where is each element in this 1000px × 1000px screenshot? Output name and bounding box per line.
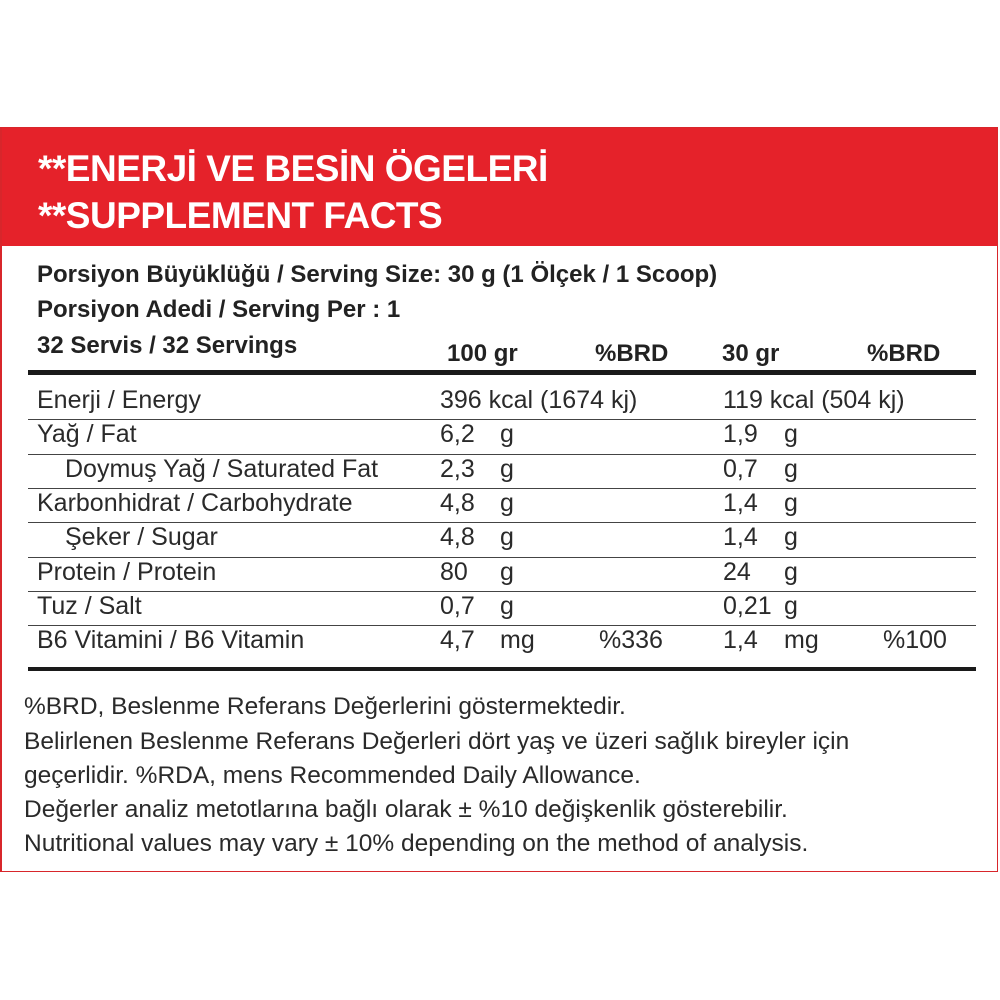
footnote-variance-turkish: Değerler analiz metotlarına bağlı olarak ± %10 değişkenlik gösterebilir. [24, 796, 788, 823]
footnote-variance-english: Nutritional values may vary ± 10% depending on the method of analysis. [24, 830, 809, 857]
unit-per-100g: g [500, 488, 514, 517]
nutrient-name: Doymuş Yağ / Saturated Fat [65, 454, 379, 483]
servings-per-container: Porsiyon Adedi / Serving Per : 1 [37, 296, 401, 323]
supplement-facts-panel [0, 127, 998, 872]
serving-size: Porsiyon Büyüklüğü / Serving Size: 30 g (1 Ölçek / 1 Scoop) [37, 261, 718, 288]
unit-per-30g: g [784, 454, 798, 483]
value-per-100g: 4,8 [440, 488, 475, 517]
value-per-30g: 0,21 [723, 591, 772, 620]
column-header-30g: 30 gr [722, 340, 780, 367]
nutrient-name: Protein / Protein [37, 557, 217, 586]
value-per-30g: 1,4 [723, 626, 758, 655]
nutrient-name: Şeker / Sugar [65, 523, 218, 552]
value-per-30g: 1,9 [723, 420, 758, 449]
title-english: **SUPPLEMENT FACTS [38, 195, 443, 236]
nutrient-name: Tuz / Salt [37, 591, 142, 620]
column-header-brd-100g: %BRD [595, 340, 669, 367]
unit-per-100g: g [500, 523, 514, 552]
unit-per-100g: mg [500, 626, 535, 655]
value-per-100g: 4,7 [440, 626, 475, 655]
value-per-30g: 1,4 [723, 523, 758, 552]
unit-per-30g: g [784, 420, 798, 449]
unit-per-30g: g [784, 488, 798, 517]
nutrient-name: Enerji / Energy [37, 386, 201, 414]
value-per-100g: 0,7 [440, 591, 475, 620]
footnote-rda-definition: geçerlidir. %RDA, mens Recommended Daily Allowance. [24, 762, 641, 789]
header-divider [28, 370, 976, 375]
column-header-brd-30g: %BRD [867, 340, 941, 367]
value-per-30g: 119 kcal (504 kj) [723, 386, 905, 414]
unit-per-100g: g [500, 454, 514, 483]
value-per-100g: 2,3 [440, 454, 475, 483]
unit-per-30g: g [784, 557, 798, 586]
value-per-30g: 0,7 [723, 454, 758, 483]
brd-per-30g: %100 [883, 626, 947, 655]
value-per-30g: 1,4 [723, 488, 758, 517]
column-header-100g: 100 gr [447, 340, 518, 367]
nutrient-name: Yağ / Fat [37, 420, 137, 449]
value-per-100g: 4,8 [440, 523, 475, 552]
nutrient-name: B6 Vitamini / B6 Vitamin [37, 626, 305, 655]
value-per-30g: 24 [723, 557, 751, 586]
unit-per-30g: mg [784, 626, 819, 655]
unit-per-30g: g [784, 591, 798, 620]
footnote-brd-definition: %BRD, Beslenme Referans Değerlerini göstermektedir. [24, 693, 626, 720]
table-bottom-divider [28, 667, 976, 671]
servings-count: 32 Servis / 32 Servings [37, 332, 298, 359]
value-per-100g: 6,2 [440, 420, 475, 449]
title-banner [2, 128, 997, 246]
unit-per-30g: g [784, 523, 798, 552]
title-turkish: **ENERJİ VE BESİN ÖGELERİ [38, 148, 548, 189]
footnote-reference-values: Belirlenen Beslenme Referans Değerleri dört yaş ve üzeri sağlık bireyler için [24, 728, 850, 755]
value-per-100g: 80 [440, 557, 468, 586]
value-per-100g: 396 kcal (1674 kj) [440, 386, 638, 414]
unit-per-100g: g [500, 557, 514, 586]
brd-per-100g: %336 [599, 626, 663, 655]
unit-per-100g: g [500, 591, 514, 620]
nutrient-name: Karbonhidrat / Carbohydrate [37, 488, 353, 517]
unit-per-100g: g [500, 420, 514, 449]
